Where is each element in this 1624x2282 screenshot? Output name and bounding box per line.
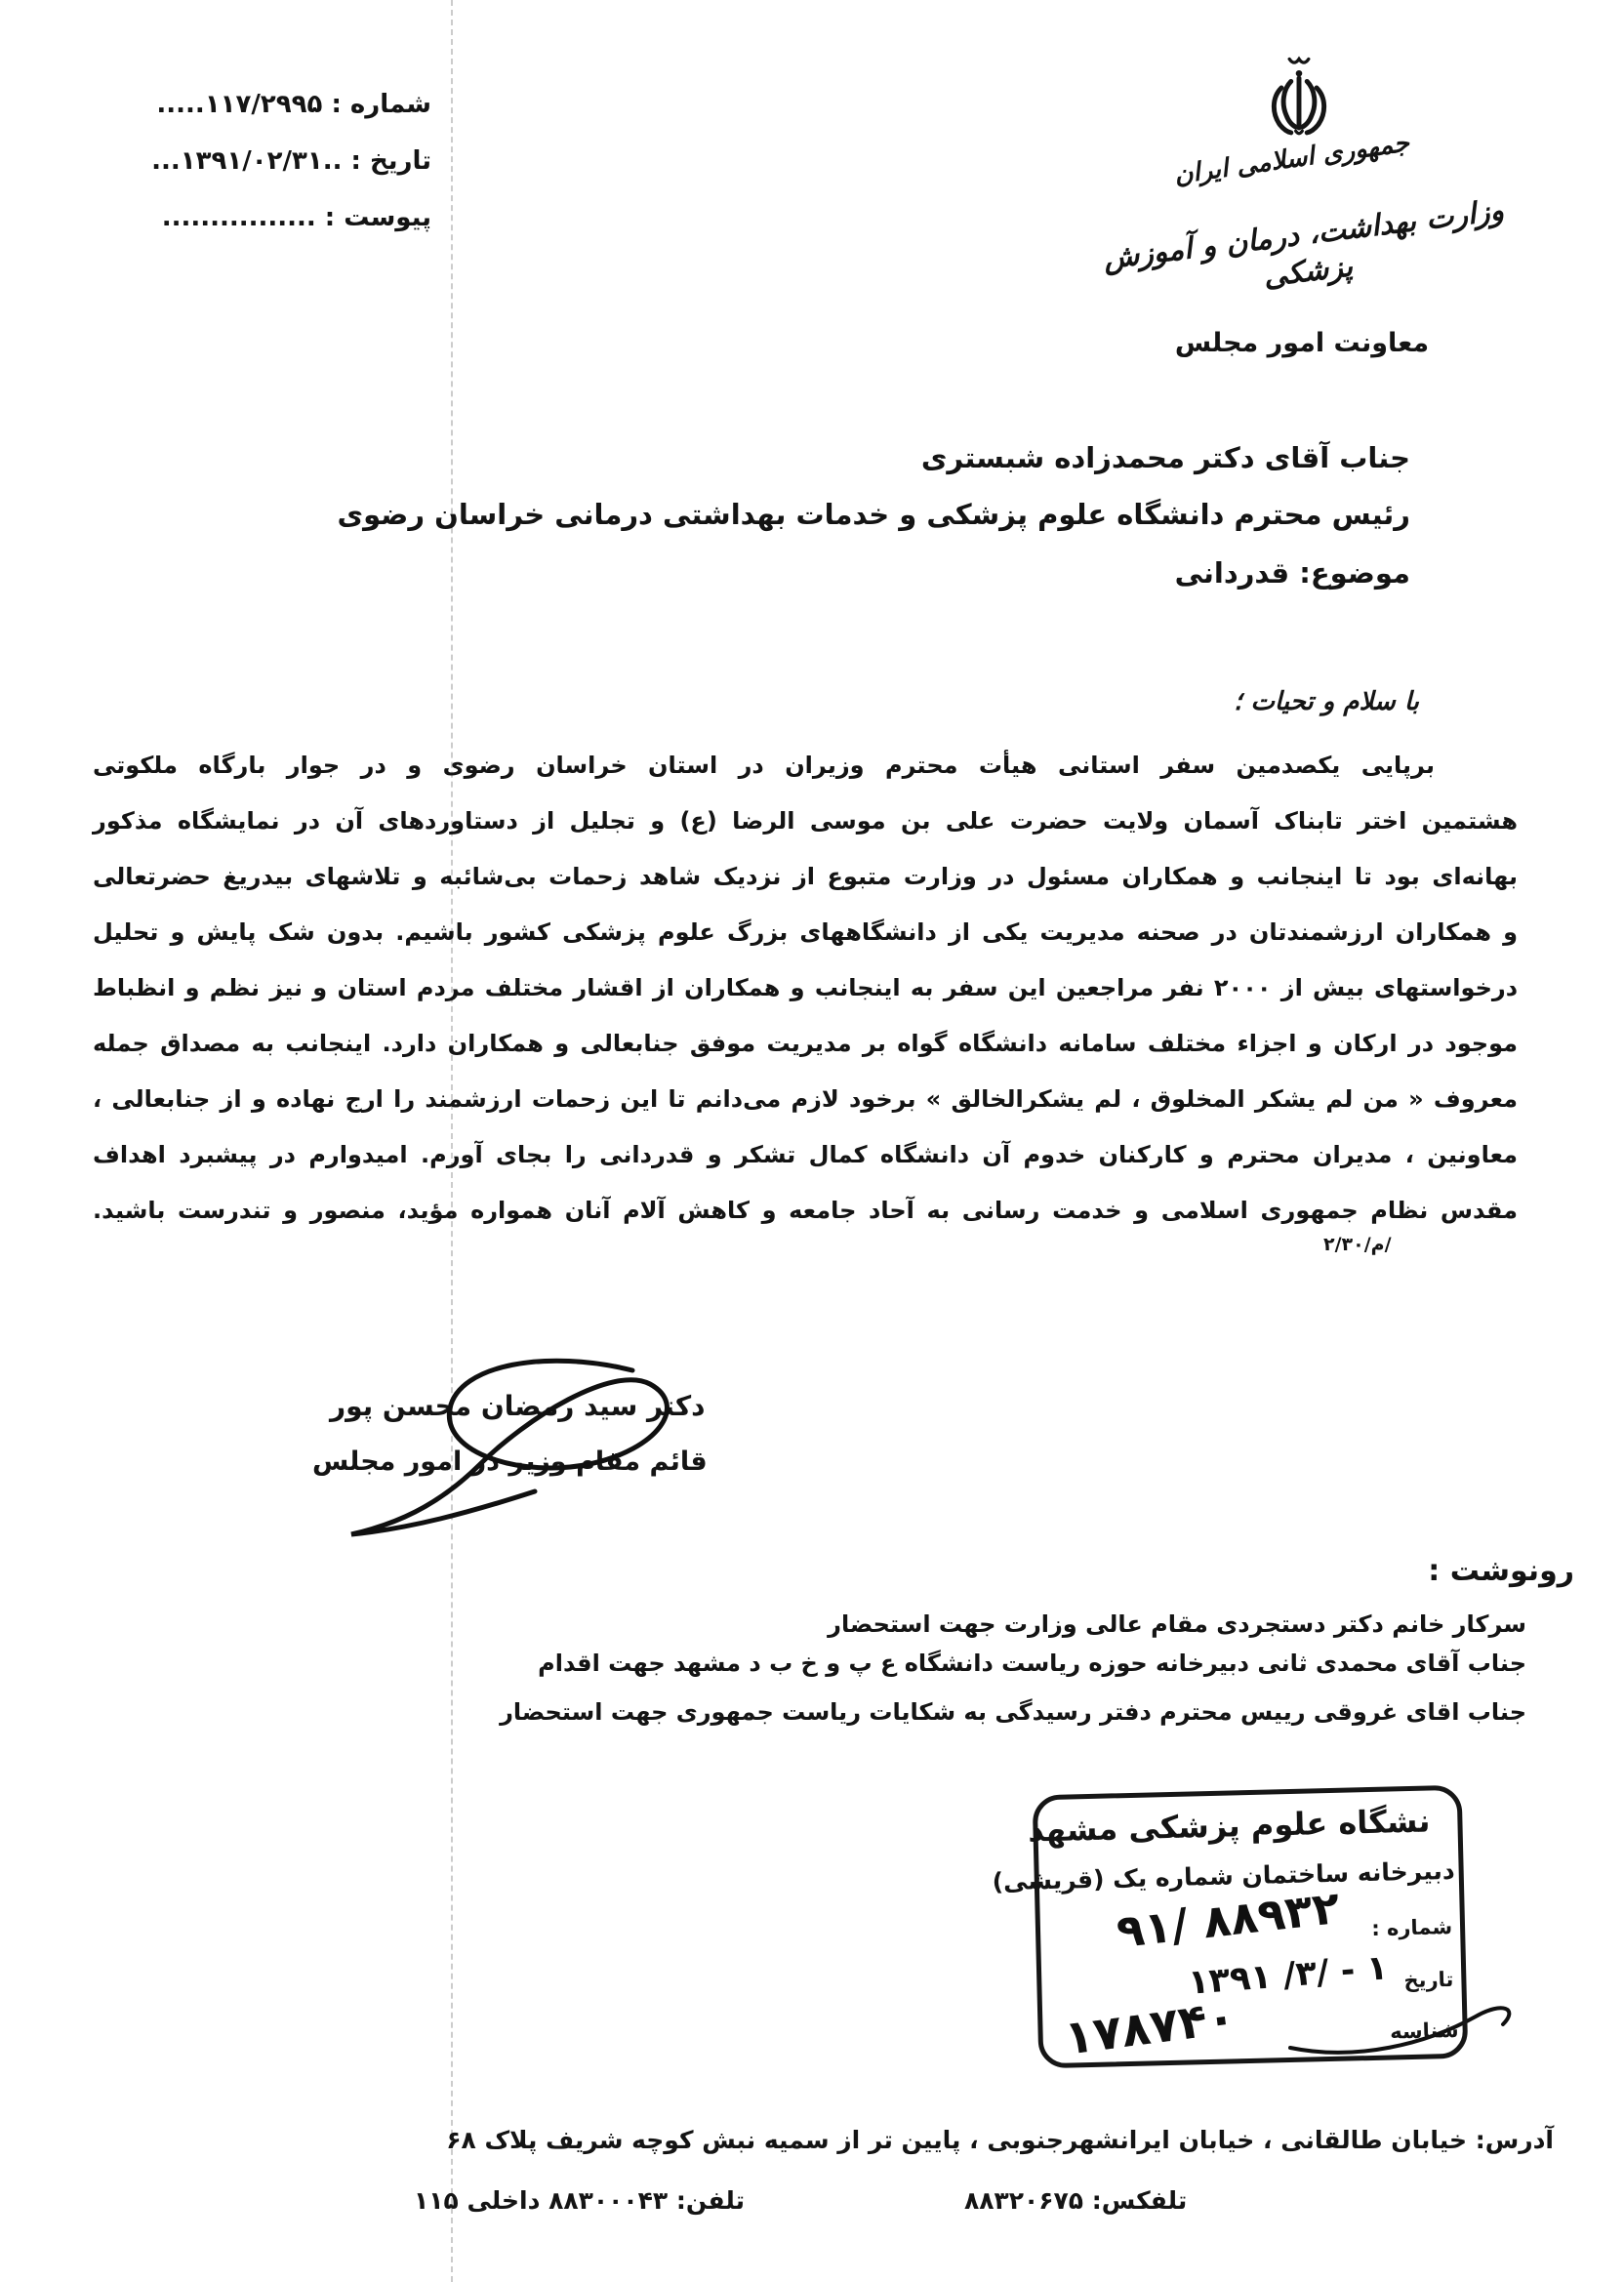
body-line: درخواستهای بیش از ۲۰۰۰ نفر مراجعین این سفر به اینجانب و همکاران از اقشار مختلف مردم استان و نیز نظم و انظباط [93,974,1519,1001]
recipient-title: رئیس محترم دانشگاه علوم پزشکی و خدمات بهداشتی درمانی خراسان رضوی [337,498,1410,531]
stamp-secretariat-line: دبیرخانه ساختمان شماره یک (قریشی) [992,1855,1456,1896]
stamp-university-name: نشگاه علوم پزشکی مشهد [1027,1802,1431,1850]
subject-line: موضوع: قدردانی [1174,556,1410,590]
body-line: موجود در ارکان و اجزاء مختلف سامانه دانشگاه گواه بر مدیریت موفق جنابعالی و همکاران دارد. اینجانب به مصداق جمله [93,1030,1518,1057]
cc-item: جناب اقای غروقی رییس محترم دفتر رسیدگی به شکایات ریاست جمهوری جهت استحضار [500,1698,1526,1726]
recipient-name: جناب آقای دکتر محمدزاده شبستری [920,441,1410,474]
body-line: هشتمین اختر تابناک آسمان ولایت حضرت علی بن موسی الرضا (ع) و تجلیل از دستاوردهای آن در نمایشگاه مذکور [93,807,1518,835]
body-line: برپایی یکصدمین سفر استانی هیأت محترم وزیران در استان خراسان رضوی و در جوار بارگاه ملکوتی [93,752,1435,779]
signer-name: دکتر سید رمضان محسن پور [330,1390,706,1422]
iran-emblem-icon [1259,51,1339,143]
republic-calligraphy: جمهوری اسلامی ایران [1172,128,1411,190]
recipient-block [338,441,1410,590]
body-line: معروف « من لم یشکر المخلوق ، لم یشکرالخالق » برخود لازم می‌دانم تا این زحمات ارزشمند را ارج نهاده و از جنابعالی ، [93,1085,1518,1113]
cc-list [500,1610,1526,1726]
cc-heading: رونوشت : [1428,1554,1574,1588]
body-line: بهانه‌ای بود تا اینجانب و همکاران مسئول در وزارت متبوع از نزدیک شاهد زحمات بی‌شائبه و تلاشهای بیدریغ حضرتعالی [93,863,1518,890]
body-line: معاونین ، مدیران محترم و کارکنان خدوم آن دانشگاه کمال تشکر و قدردانی را بجای آورم. امیدوارم در پیشبرد اهداف [93,1141,1518,1168]
stamp-date-handwritten: ۱۳۹۱ /۳/ - ۱ [1187,1948,1390,2003]
letter-body [93,738,1518,1239]
ref-date-line: تاریخ : ..۱۳۹۱/۰۲/۳۱... [151,146,431,176]
stamp-id-handwritten: ۱۷۸۷۴۰ [1061,1989,1239,2066]
body-line: و همکاران ارزشمندتان در صحنه مدیریت یکی از دانشگاههای بزرگ علوم پزشکی کشور باشیم. بدون شک پایش و تحلیل [93,918,1518,946]
stamp-date-label: تاریخ [1403,1967,1454,1993]
footer-address: آدرس: خیابان طالقانی ، خیابان ایرانشهرجنوبی ، پایین تر از سمیه نبش کوچه شریف پلاک ۶۸ [446,2126,1554,2154]
salutation: با سلام و تحیات ؛ [1234,687,1419,716]
ref-attachment-line: پیوست : ................ [161,203,431,232]
archive-notation: ۲/۳۰/م/ [1323,1234,1392,1255]
footer-telefax: تلفکس: ۸۸۳۲۰۶۷۵ [964,2186,1188,2215]
cc-item: سرکار خانم دکتر دستجردی مقام عالی وزارت جهت استحضار [828,1610,1526,1638]
stamp-number-label: شماره : [1370,1914,1453,1940]
footer-phone: تلفن: ۸۸۳۰۰۰۴۳ داخلی ۱۱۵ [414,2186,745,2215]
signer-title: قائم مقام وزیر در امور مجلس [312,1447,708,1477]
stamp-number-handwritten: ۹۱/ ۸۸۹۳۲ [1114,1880,1343,1959]
department-title: معاونت امور مجلس [1174,328,1430,358]
ministry-calligraphy: وزارت بهداشت، درمان و آموزش پزشکی [1101,193,1506,294]
receipt-stamp [992,1785,1469,2069]
body-line: مقدس نظام جمهوری اسلامی و خدمت رسانی به آحاد جامعه و کاهش آلام آنان همواره مؤید، منصور و تندرست باشید. [93,1197,1518,1224]
cc-item: جناب آقای محمدی ثانی دبیرخانه حوزه ریاست دانشگاه ع پ و خ ب د مشهد جهت اقدام [538,1650,1526,1677]
reference-fields [51,90,431,260]
ref-number-line: شماره : ۱۱۷/۲۹۹۵..... [156,90,431,119]
stamp-id-label: شناسه [1389,2017,1459,2044]
